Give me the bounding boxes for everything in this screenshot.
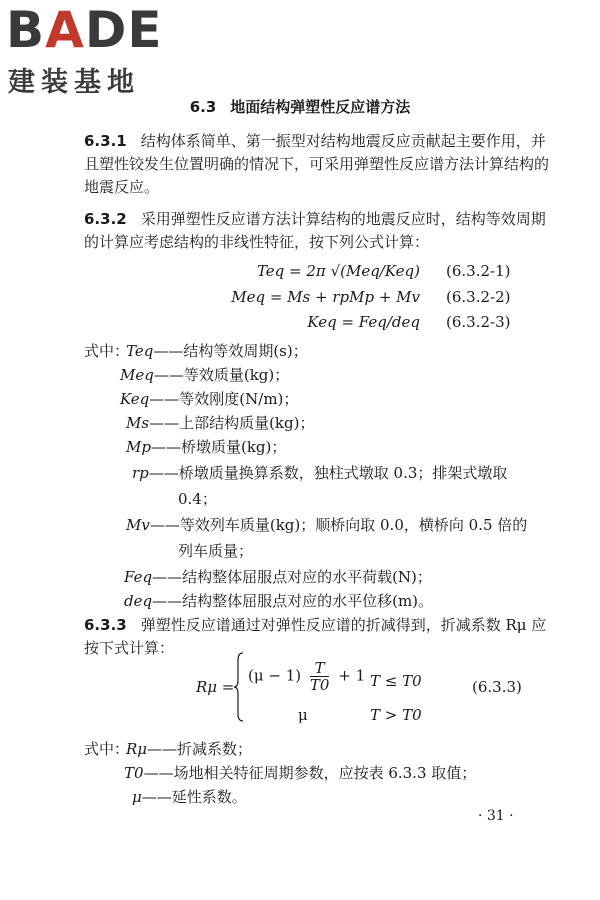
- symbol: Feq: [124, 568, 153, 586]
- piecewise-case-2: μ: [298, 706, 308, 724]
- symbol: μ: [132, 788, 142, 806]
- definition-text: ——桥墩质量(kg)；: [150, 438, 287, 456]
- equation-number: (6.3.2-1): [446, 262, 511, 280]
- equation-number: (6.3.2-2): [446, 288, 511, 306]
- piecewise-equation: [196, 650, 522, 726]
- case2-condition: T > T0: [370, 706, 422, 724]
- section-number: 6.3: [189, 98, 217, 116]
- section-title-text: 地面结构弹塑性反应谱方法: [230, 98, 411, 116]
- symbol: Rμ: [126, 740, 148, 758]
- clause-number: 6.3.3: [84, 616, 127, 634]
- definition-text: ——桥墩质量换算系数，独柱式墩取 0.3；排架式墩取: [148, 464, 508, 482]
- case1-pre: (μ − 1): [248, 666, 302, 685]
- bade-logo: [6, 1, 176, 98]
- definition-text: ——折减系数；: [147, 740, 253, 758]
- definition-text: ——场地相关特征周期参数，应按表 6.3.3 取值；: [143, 764, 477, 782]
- section-title: [0, 96, 600, 117]
- piecewise-lhs: Rμ =: [196, 678, 235, 696]
- logo-wordmark: B A DE: [6, 1, 163, 59]
- fraction-numerator: T: [314, 659, 325, 677]
- definition-t0: [124, 762, 550, 785]
- fraction-denominator: T0: [309, 676, 330, 694]
- definition-rp-cont: 0.4；: [178, 490, 217, 508]
- definition-meq: [120, 364, 550, 387]
- definition-ms: [126, 412, 550, 435]
- symbol: Ms: [126, 414, 150, 432]
- definition-teq: [126, 340, 546, 363]
- equation-formula: Keq = Feq/deq: [307, 313, 420, 331]
- definition-text: ——延性系数。: [141, 788, 247, 806]
- definition-mu: [132, 786, 550, 809]
- definition-deq: [124, 590, 550, 613]
- clause-text: 结构体系简单、第一振型对结构地震反应贡献起主要作用，并且塑性铰发生位置明确的情况下，可采用弹塑性反应谱方法计算结构的地震反应。: [84, 132, 550, 196]
- definition-text: ——结构等效周期(s)；: [153, 342, 308, 360]
- definition-text: ——结构整体屈服点对应的水平位移(m)。: [152, 592, 434, 610]
- clause-number: 6.3.2: [84, 210, 127, 228]
- definition-rmu: [126, 738, 546, 761]
- where-label: 式中：: [84, 342, 130, 360]
- clause-text: 弹塑性反应谱通过对弹性反应谱的折减得到，折减系数 Rμ 应按下式计算：: [84, 616, 547, 657]
- clause-text: 采用弹塑性反应谱方法计算结构的地震反应时，结构等效周期的计算应考虑结构的非线性特征，按下列公式计算：: [84, 210, 546, 251]
- equation-2: [0, 288, 600, 311]
- case1-condition: T ≤ T0: [370, 672, 422, 690]
- symbol: Meq: [120, 366, 154, 384]
- left-brace-icon: [234, 652, 244, 722]
- definition-mp: [126, 436, 550, 459]
- definition-text: ——等效列车质量(kg)；顺桥向取 0.0，横桥向 0.5 倍的: [149, 516, 528, 534]
- definition-text: ——等效刚度(N/m)；: [149, 390, 299, 408]
- definition-keq: [120, 388, 550, 411]
- symbol: Mv: [126, 516, 150, 534]
- symbol: Keq: [120, 390, 150, 408]
- definition-mv: [126, 514, 550, 537]
- equation-number: (6.3.3): [472, 678, 522, 696]
- equation-formula: Meq = Ms + rpMp + Mv: [231, 288, 420, 306]
- clause-number: 6.3.1: [84, 132, 127, 150]
- definition-text: ——结构整体屈服点对应的水平荷载(N)；: [152, 568, 432, 586]
- symbol: deq: [124, 592, 153, 610]
- symbol: rp: [132, 464, 149, 482]
- equation-1: [0, 262, 600, 285]
- case1-post: + 1: [338, 666, 366, 685]
- page-number: · 31 ·: [478, 808, 514, 824]
- fraction: [310, 660, 330, 693]
- piecewise-case-1: [248, 660, 365, 693]
- symbol: T0: [124, 764, 144, 782]
- where-label-2: 式中：: [84, 740, 130, 758]
- symbol: Teq: [126, 342, 154, 360]
- logo-subtitle: 建装基地: [8, 67, 140, 98]
- paragraph-6-3-1: [84, 130, 550, 199]
- equation-formula: Teq = 2π √(Meq/Keq): [256, 262, 420, 280]
- symbol: Mp: [126, 438, 151, 456]
- paragraph-6-3-2: [84, 208, 550, 254]
- definition-mv-cont: 列车质量；: [178, 542, 254, 560]
- definition-rp: [132, 462, 552, 485]
- definition-feq: [124, 566, 550, 589]
- definition-text: ——上部结构质量(kg)；: [149, 414, 315, 432]
- definition-text: ——等效质量(kg)；: [153, 366, 290, 384]
- equation-3: [0, 313, 600, 336]
- equation-number: (6.3.2-3): [446, 313, 511, 331]
